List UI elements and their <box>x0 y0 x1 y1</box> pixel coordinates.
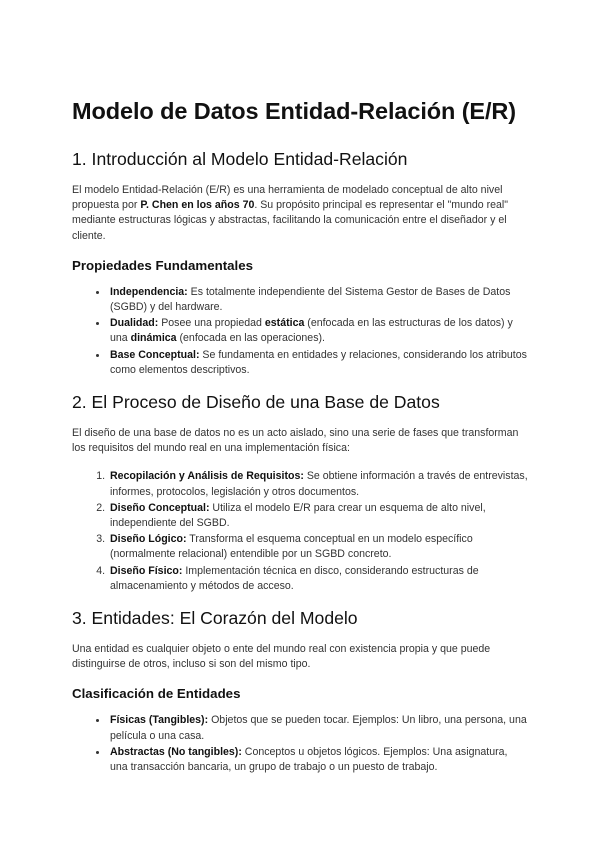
subsection-heading: Clasificación de Entidades <box>72 686 241 702</box>
section-introduction <box>72 148 528 378</box>
list-item: • Dualidad: Posee una propiedad estática (enfocada en las estructuras de los datos) y una dinámica (enfocada en las operaciones). <box>108 316 528 346</box>
section-paragraph: El modelo Entidad-Relación (E/R) es una herramienta de modelado conceptual de alto nivel propuesta por P. Chen en los años 70. Su propósito principal es representar el "mundo real" mediante estructuras lógicas y abstractas, facilitando la comunicación entre el diseñador y el cliente. <box>72 184 509 242</box>
numbered-list <box>72 469 528 594</box>
list-item: 1. Recopilación y Análisis de Requisitos: Se obtiene información a través de entrevistas, informes, protocolos, legislación y otros documentos. <box>108 469 528 499</box>
section-paragraph: Una entidad es cualquier objeto o ente del mundo real con existencia propia y que puede distinguirse de otros, incluso si son del mismo tipo. <box>72 643 491 671</box>
section-entities <box>72 607 528 775</box>
subsection-heading: Propiedades Fundamentales <box>72 257 254 273</box>
section-heading: 1. Introducción al Modelo Entidad-Relación <box>72 149 408 169</box>
bullet-list <box>72 713 528 775</box>
document-title: Modelo de Datos Entidad-Relación (E/R) <box>72 98 517 124</box>
list-item: • Físicas (Tangibles): Objetos que se pueden tocar. Ejemplos: Un libro, una persona, una película o una casa. <box>108 713 528 743</box>
list-item: • Independencia: Es totalmente independiente del Sistema Gestor de Bases de Datos (SGBD) y del hardware. <box>108 285 528 315</box>
bullet-list <box>72 285 528 378</box>
list-item: • Abstractas (No tangibles): Conceptos u objetos lógicos. Ejemplos: Una asignatura, una transacción bancaria, un grupo de trabajo o un puesto de trabajo. <box>108 745 528 775</box>
section-heading: 2. El Proceso de Diseño de una Base de Datos <box>72 392 440 413</box>
list-item: • Base Conceptual: Se fundamenta en entidades y relaciones, considerando los atributos como elementos descriptivos. <box>108 348 528 378</box>
list-item: 4. Diseño Físico: Implementación técnica en disco, considerando estructuras de almacenamiento y métodos de acceso. <box>108 564 528 594</box>
section-paragraph: El diseño de una base de datos no es un acto aislado, sino una serie de fases que transforman los requisitos del mundo real en una implementación física: <box>72 427 519 455</box>
section-heading: 3. Entidades: El Corazón del Modelo <box>72 608 358 629</box>
list-item: 3. Diseño Lógico: Transforma el esquema conceptual en un modelo específico (normalmente relacional) entendible por un SGBD concreto. <box>108 532 528 562</box>
section-design-process <box>72 391 528 594</box>
list-item: 2. Diseño Conceptual: Utiliza el modelo E/R para crear un esquema de alto nivel, independiente del SGBD. <box>108 501 528 531</box>
